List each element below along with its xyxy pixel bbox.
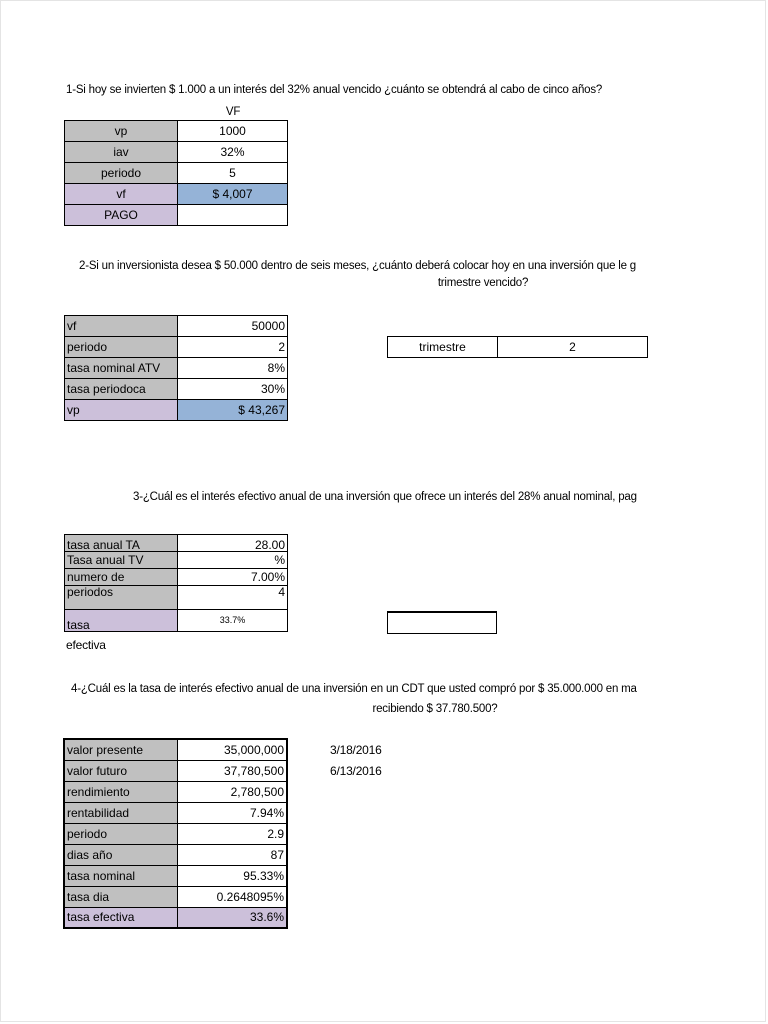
table-row: [64, 760, 287, 781]
table-row: [65, 400, 288, 421]
q3-empty-box[interactable]: [387, 611, 497, 634]
q1-value-vf[interactable]: $ 4,007: [178, 184, 288, 205]
q4-date-start: 3/18/2016: [330, 743, 382, 757]
q3-question: 3-¿Cuál es el interés efectivo anual de una inversión que ofrece un interés del 28% anual nominal, pag: [133, 491, 637, 503]
q3-table: [64, 534, 288, 632]
q3-value-tasa-anual-tv[interactable]: %: [178, 552, 288, 569]
q4-date-end: 6/13/2016: [330, 764, 382, 778]
table-row: [64, 823, 287, 844]
q3-label-tasa-anual-ta: tasa anual TA: [65, 535, 178, 552]
table-row: [65, 569, 288, 586]
q2-value-periodo[interactable]: 2: [178, 337, 288, 358]
table-row: [64, 865, 287, 886]
table-row: [65, 121, 288, 142]
table-row: [64, 739, 287, 760]
q4-value-valor-presente[interactable]: 35,000,000: [177, 739, 287, 760]
q1-label-pago: PAGO: [65, 205, 178, 226]
q1-label-iav: iav: [65, 142, 178, 163]
q2-table: [64, 315, 288, 421]
q4-table: [63, 738, 288, 929]
q2-label-vp: vp: [65, 400, 178, 421]
table-row: [65, 142, 288, 163]
q2-label-vf: vf: [65, 316, 178, 337]
q4-value-valor-futuro[interactable]: 37,780,500: [177, 760, 287, 781]
q2-question-line2: trimestre vencido?: [437, 277, 529, 289]
table-row: [65, 610, 288, 632]
table-row: [64, 907, 287, 928]
table-row: [64, 802, 287, 823]
table-row: [65, 163, 288, 184]
q1-label-periodo: periodo: [65, 163, 178, 184]
q4-label-tasa-nominal: tasa nominal: [64, 865, 177, 886]
q4-value-tasa-efectiva[interactable]: 33.6%: [177, 907, 287, 928]
q4-value-tasa-nominal[interactable]: 95.33%: [177, 865, 287, 886]
table-row: [65, 316, 288, 337]
q2-label-tasa-periodica: tasa periodoca: [65, 379, 178, 400]
table-row: [65, 552, 288, 569]
q1-value-pago[interactable]: [178, 205, 288, 226]
q4-value-tasa-dia[interactable]: 0.2648095%: [177, 886, 287, 907]
q4-label-dias-ano: dias año: [64, 844, 177, 865]
q4-question-line2: recibiendo $ 37.780.500?: [372, 703, 498, 715]
q1-value-periodo[interactable]: 5: [178, 163, 288, 184]
table-row: [64, 781, 287, 802]
q1-question: 1-Si hoy se invierten $ 1.000 a un interés del 32% anual vencido ¿cuánto se obtendrá al cabo de cinco años?: [66, 84, 603, 96]
q2-value-tasa-nominal[interactable]: 8%: [178, 358, 288, 379]
q2-side-label: trimestre: [388, 337, 498, 358]
table-row: [65, 205, 288, 226]
q3-value-tasa-anual-ta[interactable]: 28.00: [178, 535, 288, 552]
q4-label-rendimiento: rendimiento: [64, 781, 177, 802]
q3-label-tasa-anual-tv: Tasa anual TV: [65, 552, 178, 569]
q3-value-tasa[interactable]: 33.7%: [178, 610, 288, 632]
table-row: [65, 337, 288, 358]
q2-side-table: [387, 336, 648, 358]
table-row: [65, 535, 288, 552]
q3-value-numero-de[interactable]: 7.00%: [178, 569, 288, 586]
q1-value-iav[interactable]: 32%: [178, 142, 288, 163]
q3-label-tasa: tasa: [65, 610, 178, 632]
q4-question-line1: 4-¿Cuál es la tasa de interés efectivo anual de una inversión en un CDT que usted compró por $ 35.000.000 en ma: [71, 683, 637, 695]
q2-question-line1: 2-Si un inversionista desea $ 50.000 dentro de seis meses, ¿cuánto deberá colocar hoy en una inversión que le g: [79, 260, 636, 272]
table-row: [64, 844, 287, 865]
table-row: [65, 358, 288, 379]
q1-label-vp: vp: [65, 121, 178, 142]
q4-label-tasa-efectiva: tasa efectiva: [64, 907, 177, 928]
q4-label-tasa-dia: tasa dia: [64, 886, 177, 907]
q4-label-valor-futuro: valor futuro: [64, 760, 177, 781]
q4-label-valor-presente: valor presente: [64, 739, 177, 760]
q4-value-periodo[interactable]: 2.9: [177, 823, 287, 844]
q2-label-periodo: periodo: [65, 337, 178, 358]
q1-table: [64, 120, 288, 226]
q2-value-tasa-periodica[interactable]: 30%: [178, 379, 288, 400]
table-row: [65, 586, 288, 610]
q1-value-vp[interactable]: 1000: [178, 121, 288, 142]
q1-label-vf: vf: [65, 184, 178, 205]
q4-label-rentabilidad: rentabilidad: [64, 802, 177, 823]
q2-value-vp[interactable]: $ 43,267: [178, 400, 288, 421]
q2-label-tasa-nominal: tasa nominal ATV: [65, 358, 178, 379]
q3-label-tasa-cont: efectiva: [66, 638, 106, 652]
table-row: [65, 379, 288, 400]
q4-value-rendimiento[interactable]: 2,780,500: [177, 781, 287, 802]
q1-header: VF: [225, 106, 241, 118]
q3-value-periodos[interactable]: 4: [178, 586, 288, 610]
q3-label-periodos: periodos: [65, 586, 178, 610]
table-row: [64, 886, 287, 907]
q2-value-vf[interactable]: 50000: [178, 316, 288, 337]
q2-side-value[interactable]: 2: [498, 337, 648, 358]
table-row: [388, 337, 648, 358]
table-row: [65, 184, 288, 205]
q4-value-dias-ano[interactable]: 87: [177, 844, 287, 865]
q4-label-periodo: periodo: [64, 823, 177, 844]
q3-label-numero-de: numero de: [65, 569, 178, 586]
q4-value-rentabilidad[interactable]: 7.94%: [177, 802, 287, 823]
